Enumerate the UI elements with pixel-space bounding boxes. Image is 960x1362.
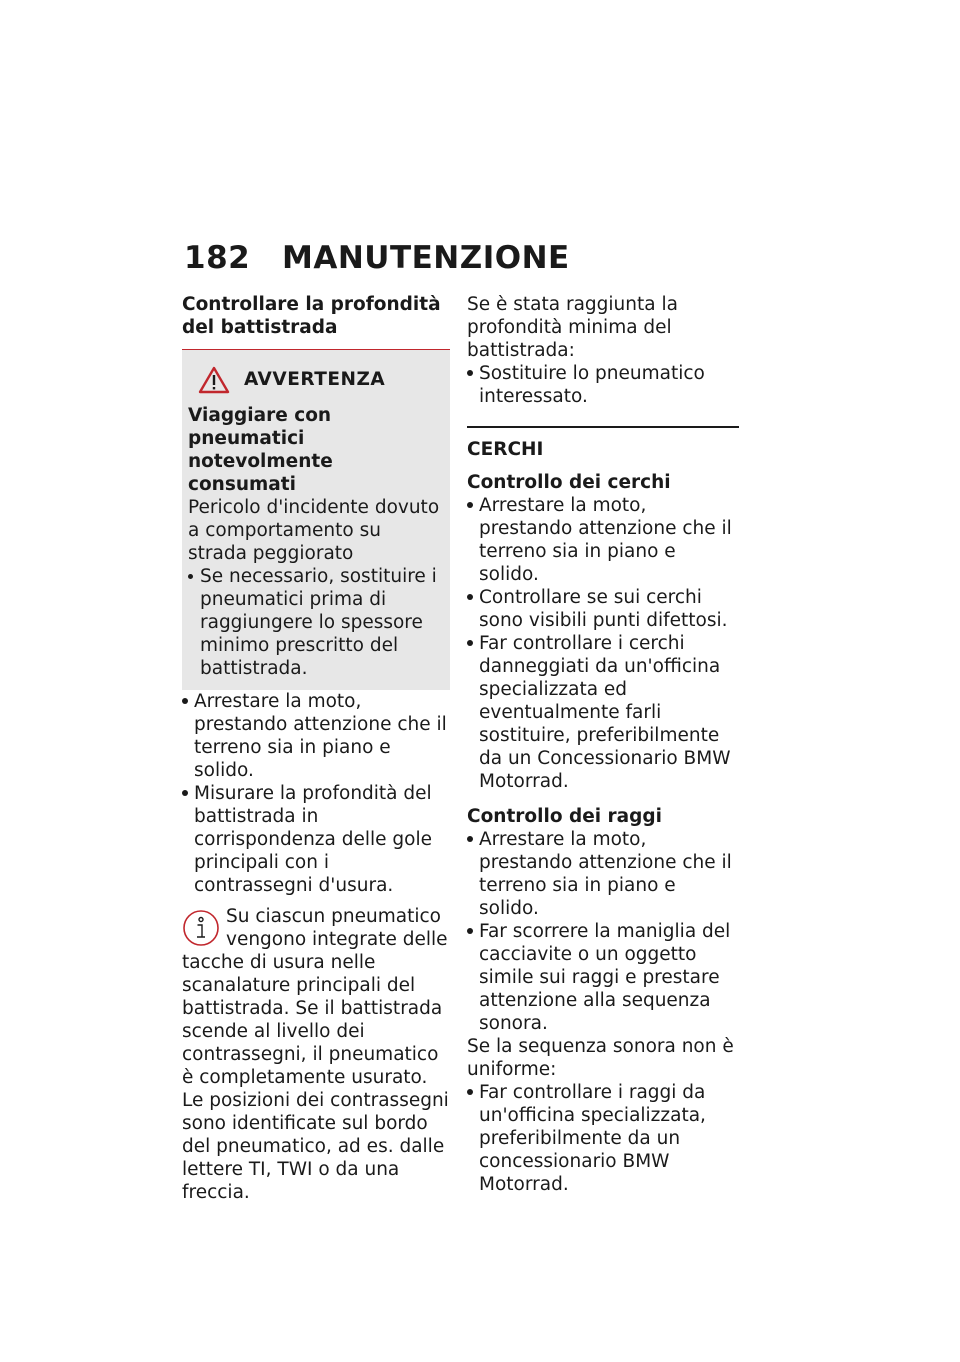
list-item: Far controllare i raggi da un'officina specializzata, preferibilmente da un concessionario BMW Motorrad.	[467, 1081, 739, 1196]
chapter-title: MANUTENZIONE	[282, 240, 570, 276]
section-heading-battistrada: Controllare la profondità del battistrada	[182, 294, 441, 338]
section-title-cerchi: CERCHI	[467, 439, 544, 460]
warning-heading: Viaggiare con pneumatici notevolmente consumati	[188, 405, 333, 495]
list-item: Arrestare la moto, prestando attenzione che il terreno sia in piano e solido.	[467, 494, 739, 586]
left-column	[182, 293, 450, 1204]
info-line-2: vengono integrate delle	[226, 929, 448, 950]
list-item: Far controllare i cerchi danneggiati da un'officina specializzata ed eventualmente farli sostituire, preferibilmente da un Concessionario BMW Motorrad.	[467, 632, 739, 793]
subheading-controllo-cerchi: Controllo dei cerchi	[467, 472, 671, 493]
warning-triangle-icon	[198, 366, 230, 394]
info-text: tacche di usura nelle scanalature principali del battistrada. Se il battistrada scende al livello dei contrassegni, il pneumatico è completamente usurato. Le posizioni dei contrassegni sono identificate sul bordo del pneumatico, ad es. dalle lettere TI, TWI o da una freccia.	[182, 952, 449, 1203]
warning-bullets	[188, 565, 444, 680]
raggi-condition-text: Se la sequenza sonora non è uniforme:	[467, 1036, 734, 1080]
raggi-steps-2	[467, 1081, 739, 1196]
list-item: Sostituire lo pneumatico interessato.	[467, 362, 739, 408]
page-header	[182, 238, 742, 278]
warning-label: AVVERTENZA	[244, 369, 386, 390]
intro-text: Se è stata raggiunta la profondità minima del battistrada:	[467, 294, 678, 361]
section-divider	[467, 426, 739, 428]
cerchi-steps	[467, 494, 739, 793]
list-item: Controllare se sui cerchi sono visibili punti difettosi.	[467, 586, 739, 632]
list-item: Arrestare la moto, prestando attenzione che il terreno sia in piano e solido.	[467, 828, 739, 920]
list-item: Arrestare la moto, prestando attenzione che il terreno sia in piano e solido.	[182, 690, 450, 782]
list-item: Misurare la profondità del battistrada in corrispondenza delle gole principali con i contrassegni d'usura.	[182, 782, 450, 897]
warning-header	[198, 366, 444, 394]
right-column	[467, 293, 739, 1196]
info-icon	[182, 909, 220, 947]
raggi-steps	[467, 828, 739, 1035]
battistrada-steps	[182, 690, 450, 897]
subheading-controllo-raggi: Controllo dei raggi	[467, 806, 662, 827]
list-item: Far scorrere la maniglia del cacciavite o un oggetto simile sui raggi e prestare attenzione alla sequenza sonora.	[467, 920, 739, 1035]
page-number: 182	[184, 240, 251, 276]
intro-bullets	[467, 362, 739, 408]
info-line-1: Su ciascun pneumatico	[226, 906, 441, 927]
list-item: Se necessario, sostituire i pneumatici prima di raggiungere lo spessore minimo prescritto del battistrada.	[188, 565, 444, 680]
warning-box	[182, 350, 450, 690]
warning-text: Pericolo d'incidente dovuto a comportamento su strada peggiorato	[188, 497, 440, 564]
info-note	[182, 905, 450, 1204]
